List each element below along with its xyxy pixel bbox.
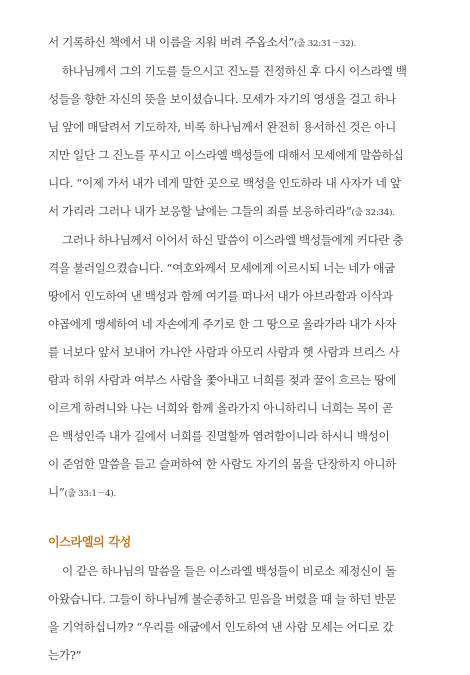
body-line-7: 서 가리라 그러나 내가 보응할 날에는 그들의 죄를 보응하리라”(출 32:34). xyxy=(48,204,395,218)
body-line-11: 야곱에게 맹세하여 네 자손에게 주기로 한 그 땅으로 올라가라 내가 사자 xyxy=(48,317,396,331)
body-line-10: 땅에서 인도하여 낸 백성과 함께 여기를 떠나서 내가 아브라함과 이삭과 xyxy=(48,289,393,303)
scripture-reference: (출 33:1－4). xyxy=(64,489,117,499)
body-line-9: 격을 불러일으켰습니다. “여호와께서 모세에게 이르시되 너는 네가 애굽 xyxy=(48,261,395,275)
section-line-1: 이 같은 하나님의 말씀을 들은 이스라엘 백성들이 비로소 제정신이 돌 xyxy=(62,564,396,578)
body-line-6: 니다. “이제 가서 내가 네게 말한 곳으로 백성을 인도하라 내 사자가 네 앞 xyxy=(48,176,401,190)
body-line-4: 님 앞에 매달려서 기도하자, 비록 하나님께서 완전히 용서하신 것은 아니 xyxy=(48,120,396,134)
body-line-2: 하나님께서 그의 기도를 들으시고 진노를 진정하신 후 다시 이스라엘 백 xyxy=(62,64,407,78)
body-line-3: 성들을 향한 자신의 뜻을 보이셨습니다. 모세가 자기의 영생을 걸고 하나 xyxy=(48,92,396,106)
section-heading: 이스라엘의 각성 xyxy=(48,535,131,549)
body-line-12: 를 너보다 앞서 보내어 가나안 사람과 아모리 사람과 헷 사람과 브리스 사 xyxy=(48,345,400,359)
body-line-1: 서 기록하신 책에서 내 이름을 지워 버려 주옵소서”(출 32:31－32). xyxy=(48,35,357,49)
body-line-17-text: 니” xyxy=(48,485,65,499)
scripture-reference: (출 32:34). xyxy=(351,208,395,218)
section-line-2: 아왔습니다. 그들이 하나님께 불순종하고 믿음을 버렸을 때 늘 하던 반문 xyxy=(48,592,396,606)
body-line-13: 람과 히위 사람과 여부스 사람을 쫓아내고 너희를 젖과 꿀이 흐르는 땅에 xyxy=(48,373,396,387)
section-line-3: 을 기억하십니까? “우리를 애굽에서 인도하여 낸 사람 모세는 어디로 갔 xyxy=(48,620,394,634)
section-line-4: 는가?” xyxy=(48,648,82,662)
scripture-reference: (출 32:31－32). xyxy=(293,39,357,49)
body-line-16: 이 준엄한 말씀을 듣고 슬퍼하여 한 사람도 자기의 몸을 단장하지 아니하 xyxy=(48,457,396,471)
body-line-14: 이르게 하려니와 나는 너희와 함께 올라가지 아니하리니 너희는 목이 곧 xyxy=(48,401,393,415)
body-line-15: 은 백성인즉 내가 길에서 너희를 진멸할까 염려함이니라 하시니 백성이 xyxy=(48,429,390,443)
body-line-17 xyxy=(48,484,116,502)
body-line-5: 지만 일단 그 진노를 푸시고 이스라엘 백성들에 대해서 모세에게 말씀하십 xyxy=(48,148,404,162)
body-line-8: 그러나 하나님께서 이어서 하신 말씀이 이스라엘 백성들에게 커다란 충 xyxy=(62,233,404,247)
